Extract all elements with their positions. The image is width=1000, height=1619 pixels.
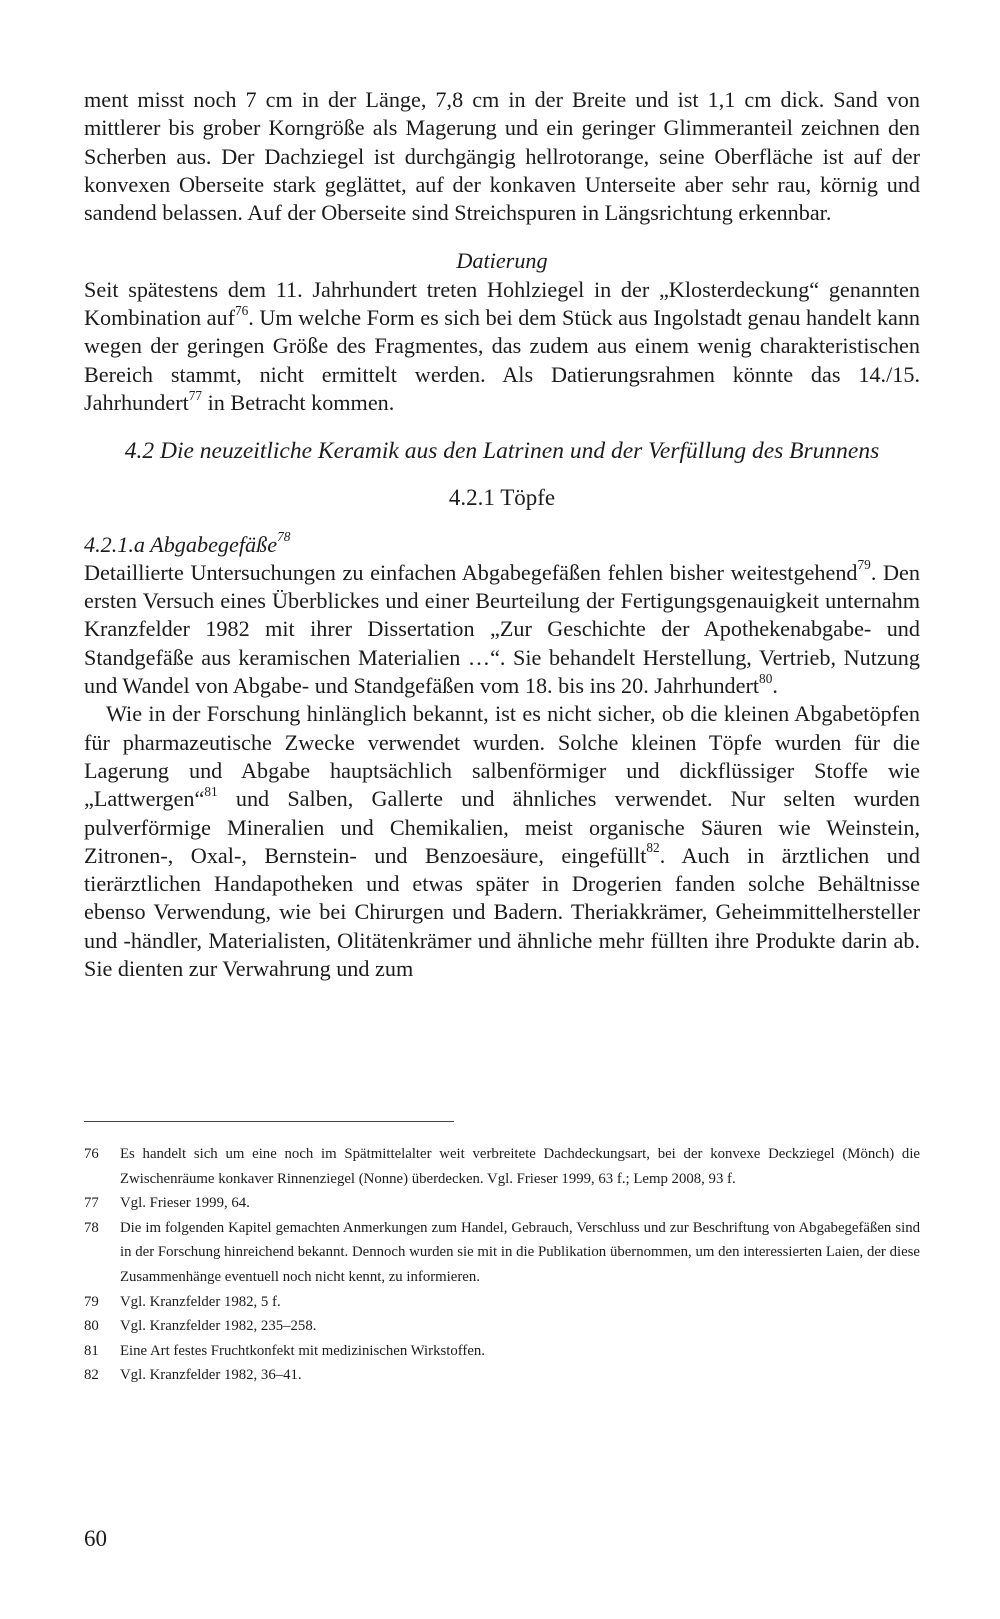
footnotes — [84, 1142, 920, 1388]
footnote-number: 76 — [84, 1146, 99, 1162]
footnote-79 — [84, 1290, 920, 1315]
footnote-76 — [84, 1142, 920, 1191]
footnote-text: Die im folgenden Kapitel gemachten Anmerkungen zum Handel, Gebrauch, Verschluss und zur Beschriftung von Abgabegefäßen sind in der Forschung hinreichend bekannt. Dennoch wurden sie mit in die Publikation übernommen, um den interessierten Laien, der diese Zusammenhänge eventuell noch nicht kennt, zu informieren. — [120, 1219, 920, 1285]
footnote-text: Vgl. Kranzfelder 1982, 5 f. — [120, 1293, 281, 1310]
footnote-ref-76[interactable]: 76 — [234, 302, 249, 318]
body-text — [84, 86, 920, 983]
page-number: 60 — [84, 1526, 107, 1551]
footnote-text: Eine Art festes Fruchtkonfekt mit medizinischen Wirkstoffen. — [120, 1342, 486, 1359]
footnote-number: 80 — [84, 1318, 99, 1335]
paragraph-datierung: Seit spätestens dem 11. Jahrhundert treten Hohlziegel in der „Klosterdeckung“ genannten Kombination auf$^{76}$. Um welche Form es sich bei dem Stück aus Ingolstadt genau handelt kann wegen der geringen Größe des Fragmentes, das zudem aus einem wenig charakteristischen Bereich stammt, nicht ermittelt werden. Als Datierungsrahmen könnte das 14./15. Jahrhundert$^{77}$ in Betracht kommen. — [84, 276, 921, 415]
paragraph-top: ment misst noch 7 cm in der Länge, 7,8 cm in der Breite und ist 1,1 cm dick. Sand von mittlerer bis grober Korngröße als Magerung und ein geringer Glimmeranteil zeichnen den Scherben aus. Der Dachziegel ist durchgängig hellrotorange, seine Oberfläche ist auf der konvexen Oberseite stark geglättet, auf der konkaven Unterseite aber sehr rau, körnig und sandend belassen. Auf der Oberseite sind Streichspuren in Längsrichtung erkennbar. — [84, 87, 920, 226]
footnote-number: 78 — [84, 1219, 99, 1236]
footnote-number: 77 — [84, 1195, 99, 1212]
footnote-ref-81[interactable]: 81 — [204, 783, 218, 799]
footnote-text: Vgl. Kranzfelder 1982, 235–258. — [120, 1318, 317, 1335]
footnote-divider — [84, 1121, 454, 1122]
paragraph-main: Wie in der Forschung hinlänglich bekannt, ist es nicht sicher, ob die kleinen Abgabetöpfen für pharmazeutische Zwecke verwendet wurden. Solche kleinen Töpfe wurden für die Lagerung und Abgabe hauptsächlich salbenförmiger und dickflüssiger Stoffe wie „Lattwergen“$^{81}$ und Salben, Gallerte und ähnliches verwendet. Nur selten wurden pulverförmige Mineralien und Chemikalien, meist organische Säuren wie Weinstein, Zitronen-, Oxal-, Bernstein- und Benzoesäure, eingefüllt$^{82}$. Auch in ärztlichen und tierärztlichen Handapotheken und etwas später in Drogerien fanden solche Behältnisse ebenso Verwendung, wie bei Chirurgen und Badern. Theriakkrämer, Geheimmittelhersteller und -händler, Materialisten, Olitätenkrämer und ähnliche mehr füllten ihre Produkte darin ab. Sie dienten zur Verwahrung und zum — [84, 701, 920, 982]
paragraph-intro: Detaillierte Untersuchungen zu einfachen Abgabegefäßen fehlen bisher weitestgehend$^{79}$. Den ersten Versuch eines Überblickes und einer Beurteilung der Fertigungsgenauigkeit unternahm Kranzfelder 1982 mit ihrer Dissertation „Zur Geschichte der Apothekenabgabe- und Standgefäße aus keramischen Materialien …“. Sie behandelt Herstellung, Vertrieb, Nutzung und Wandel von Abgabe- und Standgefäßen vom 18. bis ins 20. Jahrhundert$^{80}$. — [84, 557, 920, 699]
footnote-text: Vgl. Frieser 1999, 64. — [120, 1195, 250, 1212]
footnote-78 — [84, 1216, 920, 1290]
footnote-text: Vgl. Kranzfelder 1982, 36–41. — [120, 1367, 302, 1384]
footnote-ref-79[interactable]: 79 — [857, 557, 871, 573]
footnote-ref-80[interactable]: 80 — [759, 670, 773, 686]
footnote-number: 81 — [84, 1342, 99, 1359]
footnote-ref-78[interactable]: 78 — [277, 529, 291, 545]
footnote-number: 82 — [84, 1367, 99, 1384]
subsection-heading: 4.2.1 Töpfe — [448, 485, 556, 511]
footnote-77 — [84, 1191, 920, 1216]
footnote-82 — [84, 1363, 920, 1388]
footnote-ref-77[interactable]: 77 — [188, 387, 203, 403]
section-heading: 4.2 Die neuzeitliche Keramik aus den Latrinen und der Verfüllung des Brunnens — [124, 438, 880, 465]
footnote-80 — [84, 1314, 920, 1339]
heading-datierung: Datierung — [456, 248, 548, 274]
footnote-81 — [84, 1339, 920, 1364]
footnote-text: Es handelt sich um eine noch im Spätmittelalter weit verbreitete Dachdeckungsart, bei der konvexe Deckziegel (Mönch) die Zwischenräume konkaver Rinnenziegel (Nonne) überdecken. Vgl. Frieser 1999, 63 f.; Lemp 2008, 93 f. — [120, 1146, 920, 1187]
footnote-ref-82[interactable]: 82 — [646, 840, 660, 856]
footnote-number: 79 — [84, 1293, 99, 1310]
subsubsection-heading: 4.2.1.a Abgabegefäße$^{78}$ — [84, 529, 291, 557]
